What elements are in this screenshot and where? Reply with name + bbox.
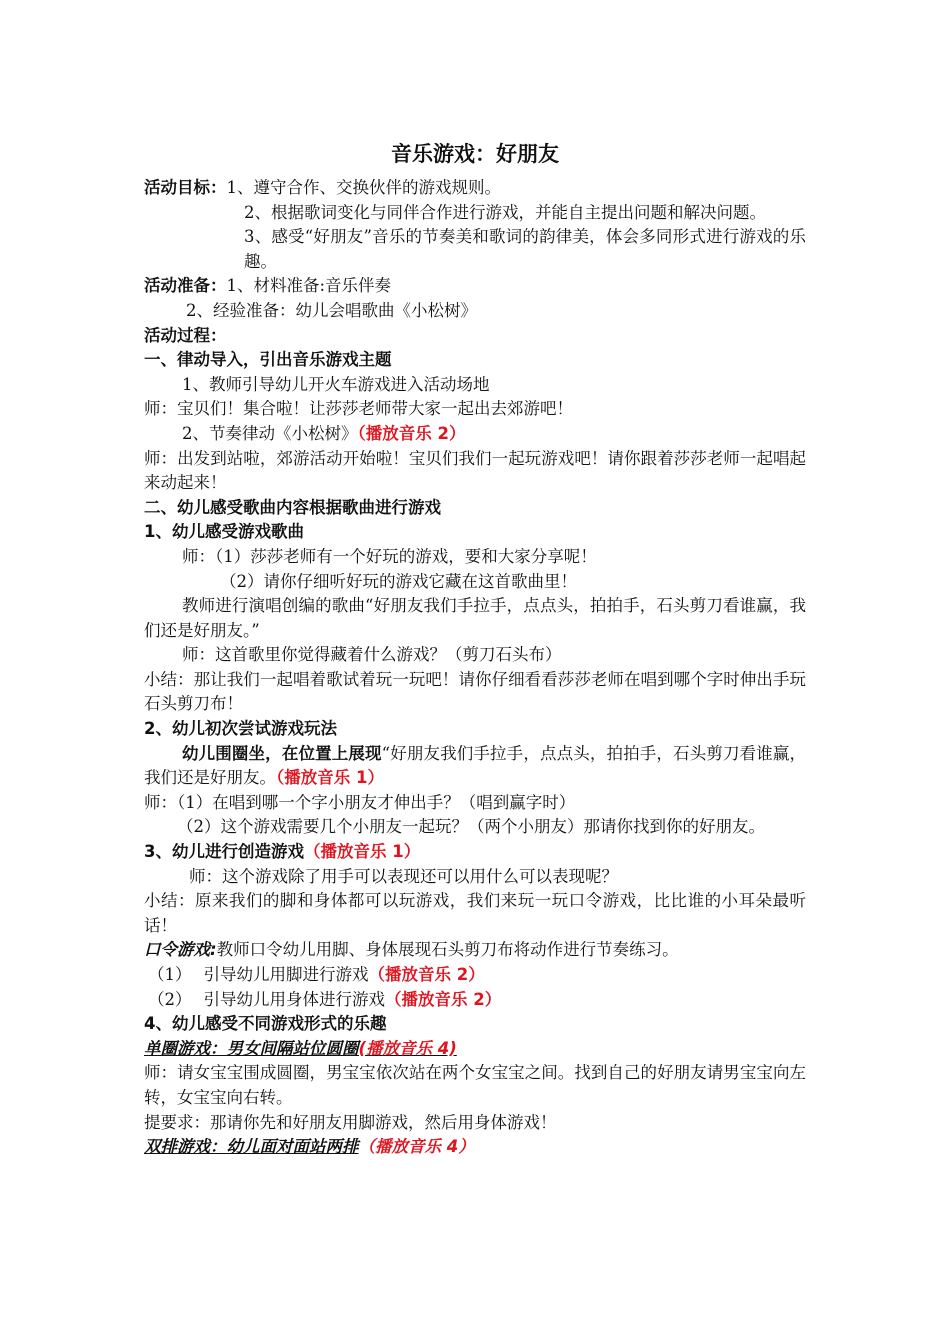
subsection-1-summary: 小结：那让我们一起唱着歌试着玩一玩吧！请你仔细看看莎莎老师在唱到哪个字时伸出手玩石头剪刀布！ bbox=[144, 669, 806, 714]
double-row-game-line bbox=[144, 1135, 806, 1160]
subsection-2-question-2: （2）这个游戏需要几个小朋友一起玩？（两个小朋友）那请你找到你的好朋友。 bbox=[177, 817, 765, 837]
section-1-item-2-text: 2、节奏律动《小松树》 bbox=[182, 423, 358, 443]
goal-3: 3、感受“好朋友”音乐的节奏美和歌词的韵律美，体会多同形式进行游戏的乐趣。 bbox=[244, 227, 806, 271]
subsection-1-heading: 1、幼儿感受游戏歌曲 bbox=[144, 522, 304, 542]
command-game-line bbox=[144, 938, 806, 963]
prep-line-2: 2、经验准备：幼儿会唱歌曲《小松树》 bbox=[186, 300, 477, 320]
music-cue: （播放音乐 2） bbox=[368, 965, 485, 984]
goal-line-2 bbox=[144, 201, 806, 226]
document-body bbox=[144, 138, 806, 1160]
section-2-heading: 二、幼儿感受歌曲内容根据歌曲进行游戏 bbox=[144, 497, 441, 517]
single-circle-game-label: 单圈游戏：男女间隔站位圆圈 bbox=[144, 1038, 359, 1058]
command-item-2-text: 引导幼儿用身体进行游戏 bbox=[203, 989, 385, 1009]
command-item-2 bbox=[144, 988, 806, 1013]
subsection-1-teacher-3: 教师进行演唱创编的歌曲“好朋友我们手拉手，点点头，拍拍手，石头剪刀看谁赢，我们还是好朋友。” bbox=[144, 596, 806, 640]
prep-1: 1、材料准备:音乐伴奏 bbox=[226, 276, 392, 296]
music-cue: （播放音乐 4） bbox=[358, 1137, 475, 1157]
command-item-1 bbox=[144, 963, 806, 988]
goal-line-3 bbox=[144, 225, 806, 274]
command-item-1-num: （1） bbox=[148, 965, 192, 984]
section-1-item-1: 1、教师引导幼儿开火车游戏进入活动场地 bbox=[182, 374, 490, 394]
music-cue: (播放音乐 4) bbox=[358, 1038, 457, 1058]
subsection-2-bold: 幼儿围圈坐，在位置上展现 bbox=[182, 743, 382, 763]
section-1-teacher-2: 师：出发到站啦，郊游活动开始啦！宝贝们我们一起玩游戏吧！请你跟着莎莎老师一起唱起来动起来！ bbox=[144, 448, 806, 493]
music-cue: （播放音乐 2） bbox=[357, 423, 466, 443]
single-circle-teacher: 师：请女宝宝围成圆圈，男宝宝依次站在两个女宝宝之间。找到自己的好朋友请男宝宝向左转，女宝宝向右转。 bbox=[144, 1063, 806, 1107]
process-label: 活动过程： bbox=[144, 325, 227, 345]
subsection-2-heading: 2、幼儿初次尝试游戏玩法 bbox=[144, 719, 337, 739]
subsection-1-teacher-2: （2）请你仔细听好玩的游戏它藏在这首歌曲里！ bbox=[220, 571, 577, 591]
music-cue: （播放音乐 1） bbox=[303, 842, 421, 862]
subsection-3-summary: 小结：原来我们的脚和身体都可以玩游戏，我们来玩一玩口令游戏，比比谁的小耳朵最听话！ bbox=[144, 891, 806, 935]
subsection-1-teacher-4: 师：这首歌里你觉得藏着什么游戏？（剪刀石头布） bbox=[182, 645, 562, 665]
single-circle-game-line bbox=[144, 1037, 806, 1062]
command-game-label: 口令游戏: bbox=[144, 940, 217, 960]
subsection-2-text bbox=[144, 742, 806, 791]
prep-line-1 bbox=[144, 274, 806, 299]
subsection-3-teacher: 师：这个游戏除了用手可以表现还可以用什么可以表现呢？ bbox=[189, 866, 618, 886]
subsection-2-song: “好朋友我们手拉手，点点头，拍拍手，石头剪刀看谁赢，我们还是好朋友。 bbox=[144, 743, 807, 788]
command-game-text: 教师口令幼儿用脚、身体展现石头剪刀布将动作进行节奏练习。 bbox=[216, 940, 679, 960]
goal-2: 2、根据歌词变化与同伴合作进行游戏，并能自主提出问题和解决问题。 bbox=[244, 202, 766, 222]
subsection-2-question-1: 师：（1）在唱到哪一个字小朋友才伸出手？（唱到赢字时） bbox=[144, 792, 576, 812]
double-row-game-label: 双排游戏：幼儿面对面站两排 bbox=[144, 1137, 359, 1157]
section-1-item-2 bbox=[144, 422, 806, 447]
document-title: 音乐游戏：好朋友 bbox=[391, 142, 559, 166]
subsection-3-heading bbox=[144, 840, 806, 865]
section-1-teacher-1: 师：宝贝们！集合啦！让莎莎老师带大家一起出去郊游吧！ bbox=[144, 399, 573, 419]
music-cue: （播放音乐 1） bbox=[276, 768, 384, 788]
prep-label: 活动准备： bbox=[144, 276, 227, 296]
subsection-3-title: 3、幼儿进行创造游戏 bbox=[144, 842, 304, 862]
subsection-1-teacher-1: 师：（1）莎莎老师有一个好玩的游戏，要和大家分享呢！ bbox=[182, 546, 597, 566]
goal-label: 活动目标： bbox=[144, 178, 227, 197]
command-item-2-num: （2） bbox=[148, 989, 192, 1009]
single-circle-requirement: 提要求：那请你先和好朋友用脚游戏，然后用身体游戏！ bbox=[144, 1112, 557, 1132]
music-cue: （播放音乐 2） bbox=[385, 989, 502, 1009]
command-item-1-text: 引导幼儿用脚进行游戏 bbox=[203, 965, 369, 984]
subsection-4-heading: 4、幼儿感受不同游戏形式的乐趣 bbox=[144, 1014, 387, 1034]
section-1-heading: 一、律动导入，引出音乐游戏主题 bbox=[144, 350, 392, 370]
goal-1: 1、遵守合作、交换伙伴的游戏规则。 bbox=[226, 178, 501, 197]
goal-line-1 bbox=[144, 176, 806, 201]
